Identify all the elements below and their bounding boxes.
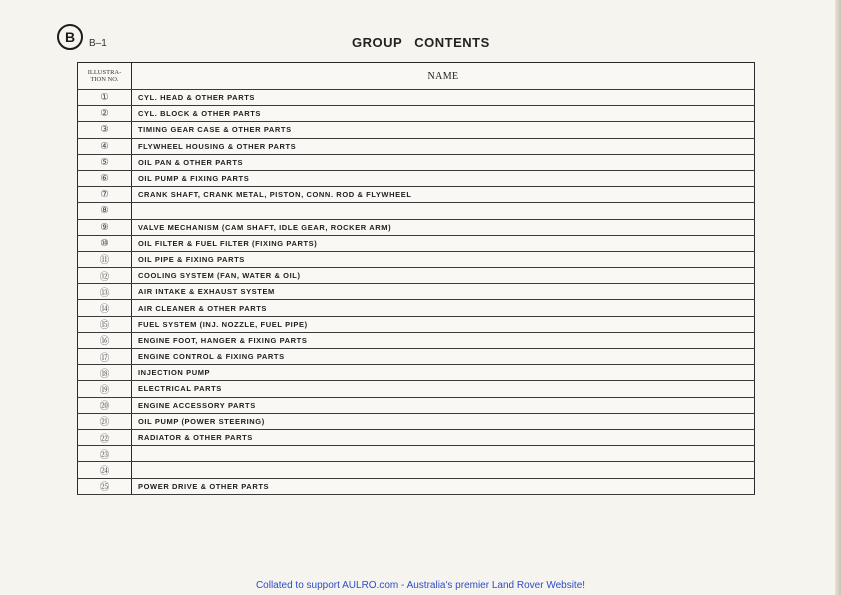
- table-row: [78, 122, 755, 138]
- illustration-number: ⑧: [78, 203, 132, 219]
- illustration-number: ㉕: [78, 478, 132, 494]
- illustration-number: ②: [78, 106, 132, 122]
- part-group-name: CYL. BLOCK & OTHER PARTS: [132, 106, 755, 122]
- section-badge: B: [57, 24, 83, 50]
- illustration-number: ④: [78, 138, 132, 154]
- part-group-name: ENGINE ACCESSORY PARTS: [132, 397, 755, 413]
- illustration-number: ⑦: [78, 187, 132, 203]
- illustration-number: ⑲: [78, 381, 132, 397]
- illustration-number: ⑩: [78, 235, 132, 251]
- page-code: B–1: [89, 38, 107, 49]
- part-group-name: OIL PUMP (POWER STEERING): [132, 413, 755, 429]
- illustration-number: ㉒: [78, 429, 132, 445]
- part-group-name: [132, 446, 755, 462]
- table-row: [78, 251, 755, 267]
- part-group-name: AIR CLEANER & OTHER PARTS: [132, 300, 755, 316]
- illustration-number: ③: [78, 122, 132, 138]
- part-group-name: ELECTRICAL PARTS: [132, 381, 755, 397]
- table-row: [78, 90, 755, 106]
- name-header: NAME: [132, 63, 755, 90]
- table-row: [78, 187, 755, 203]
- table-row: [78, 316, 755, 332]
- part-group-name: FLYWHEEL HOUSING & OTHER PARTS: [132, 138, 755, 154]
- table-row: [78, 365, 755, 381]
- table-row: [78, 429, 755, 445]
- table-row: [78, 462, 755, 478]
- page-title: GROUP CONTENTS: [352, 35, 490, 50]
- illustration-number: ⑬: [78, 284, 132, 300]
- group-contents-table: [77, 62, 755, 495]
- illustration-number: ⑫: [78, 268, 132, 284]
- part-group-name: FUEL SYSTEM (INJ. NOZZLE, FUEL PIPE): [132, 316, 755, 332]
- part-group-name: [132, 462, 755, 478]
- table-row: [78, 349, 755, 365]
- part-group-name: POWER DRIVE & OTHER PARTS: [132, 478, 755, 494]
- table-row: [78, 170, 755, 186]
- table-row: [78, 300, 755, 316]
- illustration-number: ⑳: [78, 397, 132, 413]
- illustration-number: ㉔: [78, 462, 132, 478]
- illustration-number: ①: [78, 90, 132, 106]
- part-group-name: OIL PAN & OTHER PARTS: [132, 154, 755, 170]
- table-header-row: [78, 63, 755, 90]
- part-group-name: CRANK SHAFT, CRANK METAL, PISTON, CONN. ROD & FLYWHEEL: [132, 187, 755, 203]
- part-group-name: CYL. HEAD & OTHER PARTS: [132, 90, 755, 106]
- part-group-name: OIL FILTER & FUEL FILTER (FIXING PARTS): [132, 235, 755, 251]
- table-row: [78, 478, 755, 494]
- footer-note: Collated to support AULRO.com - Australia's premier Land Rover Website!: [255, 580, 586, 591]
- table-body: [78, 90, 755, 495]
- illustration-number: ㉑: [78, 413, 132, 429]
- table-row: [78, 219, 755, 235]
- page-edge-shadow: [835, 0, 841, 595]
- part-group-name: OIL PUMP & FIXING PARTS: [132, 170, 755, 186]
- part-group-name: VALVE MECHANISM (CAM SHAFT, IDLE GEAR, ROCKER ARM): [132, 219, 755, 235]
- table-row: [78, 154, 755, 170]
- table-row: [78, 235, 755, 251]
- illustration-number: ⑮: [78, 316, 132, 332]
- table-row: [78, 397, 755, 413]
- illustration-number: ⑰: [78, 349, 132, 365]
- illustration-number: ⑭: [78, 300, 132, 316]
- table-row: [78, 332, 755, 348]
- part-group-name: INJECTION PUMP: [132, 365, 755, 381]
- table-row: [78, 381, 755, 397]
- part-group-name: COOLING SYSTEM (FAN, WATER & OIL): [132, 268, 755, 284]
- illustration-number: ㉓: [78, 446, 132, 462]
- illustration-number: ⑤: [78, 154, 132, 170]
- table-row: [78, 446, 755, 462]
- table-row: [78, 203, 755, 219]
- illustration-number: ⑥: [78, 170, 132, 186]
- table-row: [78, 284, 755, 300]
- part-group-name: ENGINE CONTROL & FIXING PARTS: [132, 349, 755, 365]
- illustration-number: ⑱: [78, 365, 132, 381]
- table-row: [78, 413, 755, 429]
- illustration-number: ⑨: [78, 219, 132, 235]
- part-group-name: RADIATOR & OTHER PARTS: [132, 429, 755, 445]
- table-row: [78, 106, 755, 122]
- part-group-name: OIL PIPE & FIXING PARTS: [132, 251, 755, 267]
- part-group-name: AIR INTAKE & EXHAUST SYSTEM: [132, 284, 755, 300]
- illustration-number: ⑯: [78, 332, 132, 348]
- part-group-name: ENGINE FOOT, HANGER & FIXING PARTS: [132, 332, 755, 348]
- table-row: [78, 268, 755, 284]
- table-row: [78, 138, 755, 154]
- part-group-name: TIMING GEAR CASE & OTHER PARTS: [132, 122, 755, 138]
- illustration-no-header: ILLUSTRA- TION NO.: [78, 63, 132, 90]
- illustration-number: ⑪: [78, 251, 132, 267]
- part-group-name: [132, 203, 755, 219]
